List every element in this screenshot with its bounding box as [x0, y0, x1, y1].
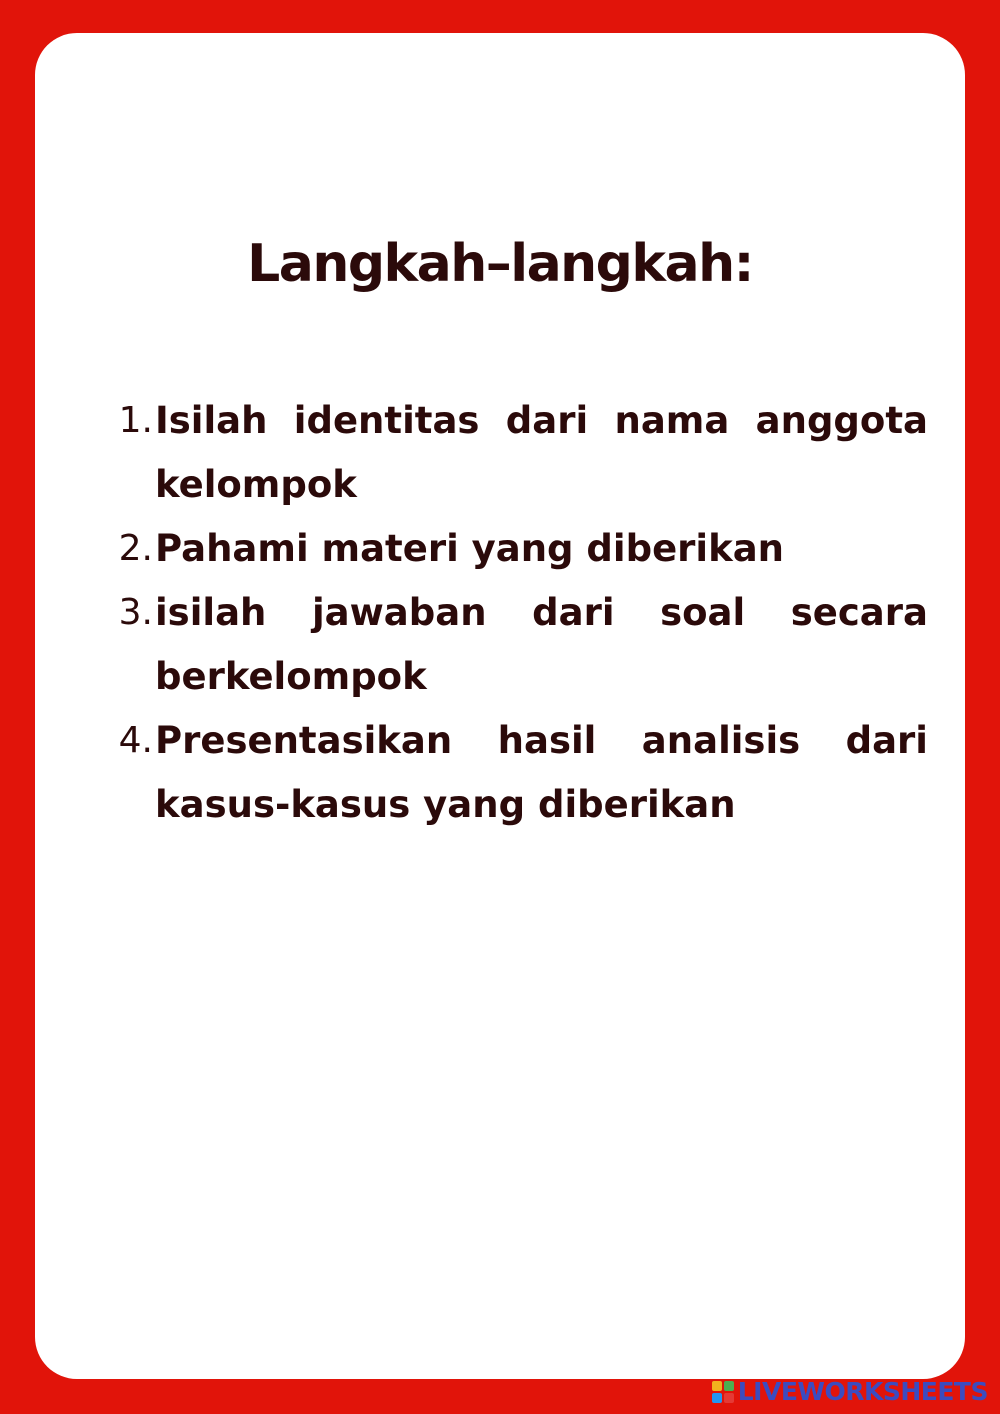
liveworksheets-watermark — [712, 1377, 988, 1406]
logo-square-2 — [724, 1381, 734, 1391]
list-item — [75, 709, 928, 837]
step-text: isilah jawaban dari soal secara berkelompok — [155, 591, 928, 698]
step-number: 1. — [118, 400, 153, 441]
step-number: 3. — [118, 592, 153, 633]
list-item — [75, 517, 928, 581]
step-text: Presentasikan hasil analisis dari kasus-kasus yang diberikan — [155, 719, 928, 826]
list-item — [75, 389, 928, 517]
page-title: Langkah–langkah: — [247, 234, 753, 294]
logo-square-4 — [724, 1393, 734, 1403]
worksheet-card — [35, 33, 965, 1379]
step-text: Pahami materi yang diberikan — [155, 527, 785, 570]
watermark-text: LIVEWORKSHEETS — [737, 1377, 988, 1406]
logo-square-3 — [712, 1393, 722, 1403]
step-number: 4. — [118, 720, 153, 761]
list-item — [75, 581, 928, 709]
steps-list — [75, 389, 928, 837]
logo-square-1 — [712, 1381, 722, 1391]
step-text: Isilah identitas dari nama anggota kelompok — [155, 399, 928, 506]
step-number: 2. — [118, 528, 153, 569]
liveworksheets-logo-icon — [712, 1381, 734, 1403]
